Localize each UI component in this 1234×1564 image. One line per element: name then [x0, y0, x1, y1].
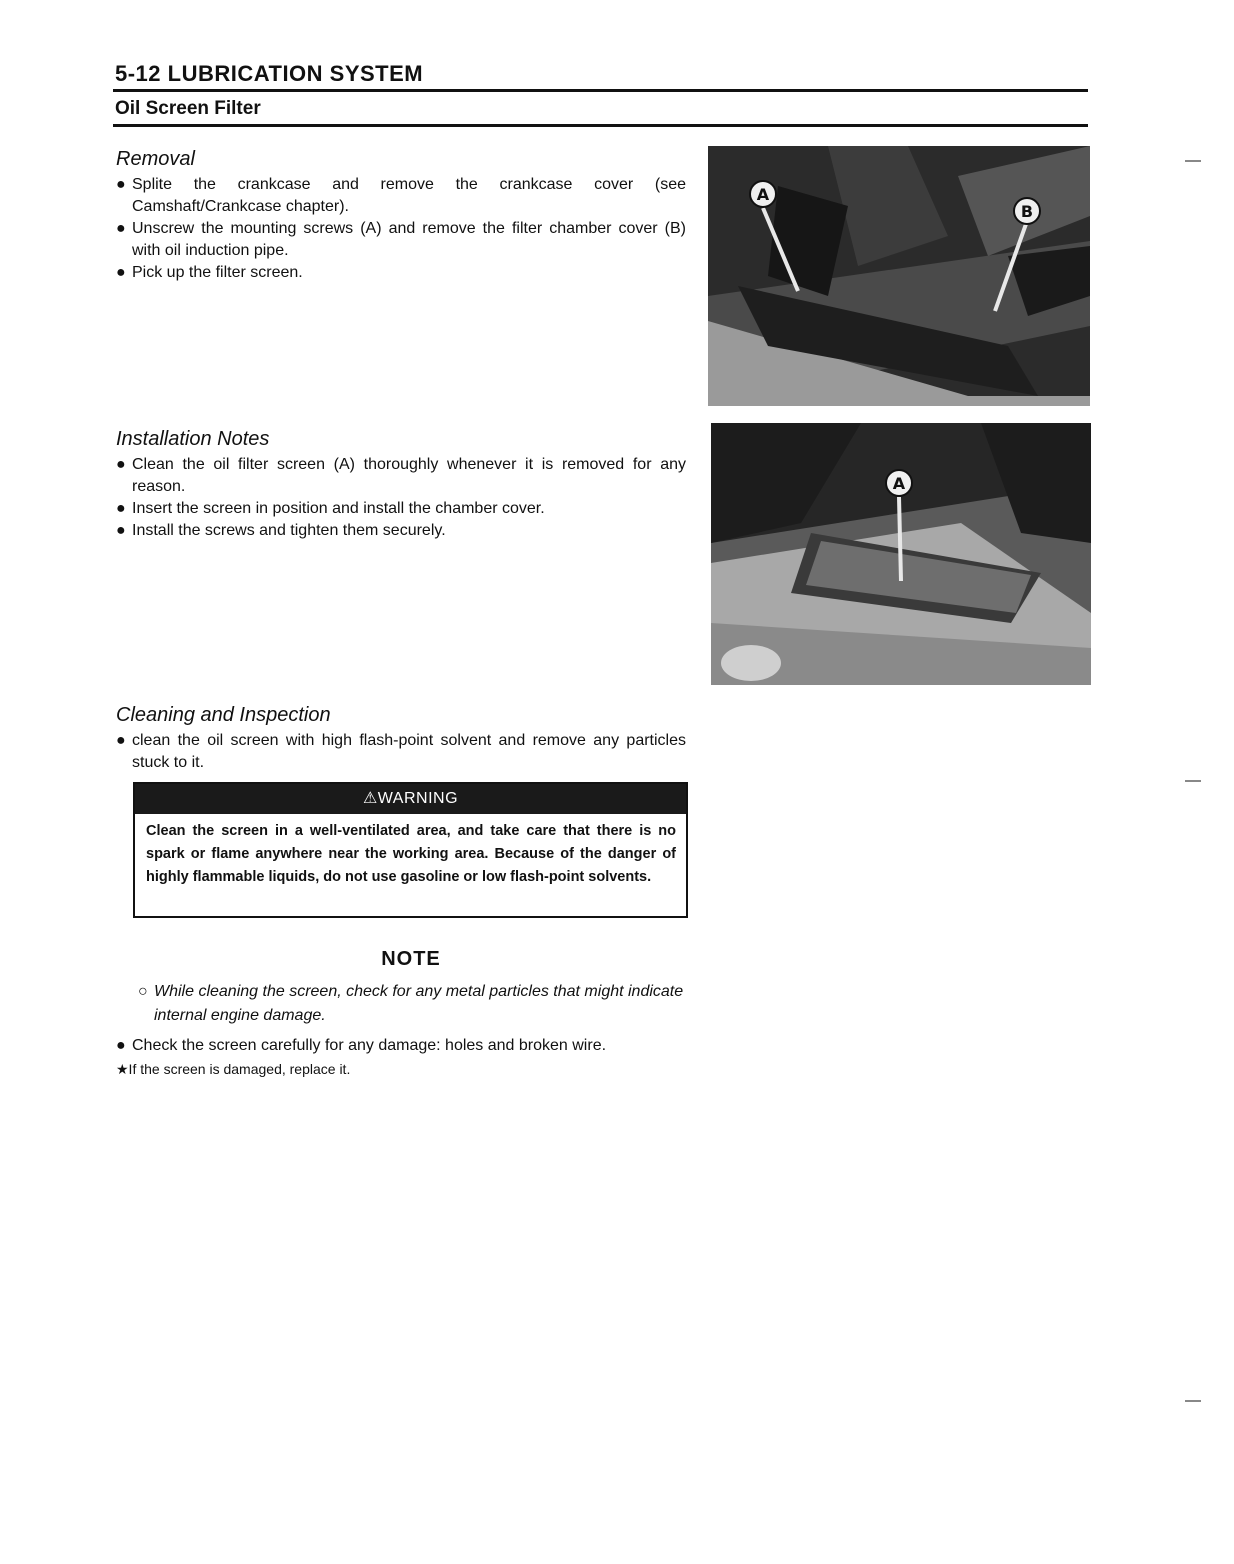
chapter-title: 5-12 LUBRICATION SYSTEM — [115, 61, 424, 86]
callout-b: B — [1020, 202, 1034, 221]
star-note: ★If the screen is damaged, replace it. — [116, 1061, 351, 1077]
bullet-marker: ● — [116, 500, 126, 517]
bullet-marker: ● — [116, 522, 126, 539]
warning-label: ⚠WARNING — [135, 784, 686, 814]
removal-photo — [708, 146, 1090, 406]
callout-a: A — [756, 185, 770, 204]
removal-section — [116, 146, 686, 284]
warning-text: Clean the screen in a well-ventilated area, and take care that there is no spark or flame anywhere near the working area. Because of the danger of highly flammable liquids, do not use gasoline or low flash-point solvents. — [146, 823, 676, 885]
list-item: ● Install the screws and tighten them securely. — [116, 520, 686, 542]
bullet-marker: ● — [116, 456, 126, 473]
note-title: NOTE — [381, 948, 441, 970]
bullet-marker: ● — [116, 176, 126, 193]
bullet-marker: ● — [116, 1037, 126, 1054]
warning-box — [133, 782, 688, 918]
header-rule — [113, 89, 1088, 92]
cleaning-heading: Cleaning and Inspection — [116, 704, 331, 726]
callout-a: A — [892, 474, 906, 493]
note-marker: ○ — [138, 983, 148, 1000]
installation-section — [116, 426, 686, 542]
margin-tick — [1185, 160, 1201, 162]
bullet-marker: ● — [116, 264, 126, 281]
margin-tick — [1185, 1400, 1201, 1402]
bullet-marker: ● — [116, 220, 126, 237]
list-item: ● clean the oil screen with high flash-point solvent and remove any particles stuck to it. — [116, 732, 686, 771]
page-header — [113, 60, 1088, 127]
margin-tick — [1185, 780, 1201, 782]
removal-heading: Removal — [116, 148, 195, 170]
list-item: ● Insert the screen in position and install the chamber cover. — [116, 498, 686, 520]
bullet-marker: ● — [116, 732, 126, 749]
section-rule — [113, 124, 1088, 127]
installation-heading: Installation Notes — [116, 428, 270, 450]
note-text: ○ While cleaning the screen, check for any metal particles that might indicate internal engine damage. — [138, 980, 704, 1028]
list-item: ● Pick up the filter screen. — [116, 262, 686, 284]
list-item: ● Check the screen carefully for any damage: holes and broken wire. — [116, 1035, 686, 1057]
list-item: ● Unscrew the mounting screws (A) and remove the filter chamber cover (B) with oil induction pipe. — [116, 220, 686, 259]
installation-photo — [711, 423, 1091, 685]
list-item: ● Clean the oil filter screen (A) thoroughly whenever it is removed for any reason. — [116, 456, 686, 495]
list-item: ● Splite the crankcase and remove the crankcase cover (see Camshaft/Crankcase chapter). — [116, 176, 686, 215]
cleaning-section — [116, 702, 686, 774]
section-title: Oil Screen Filter — [115, 98, 261, 119]
after-note-section — [116, 1035, 686, 1080]
